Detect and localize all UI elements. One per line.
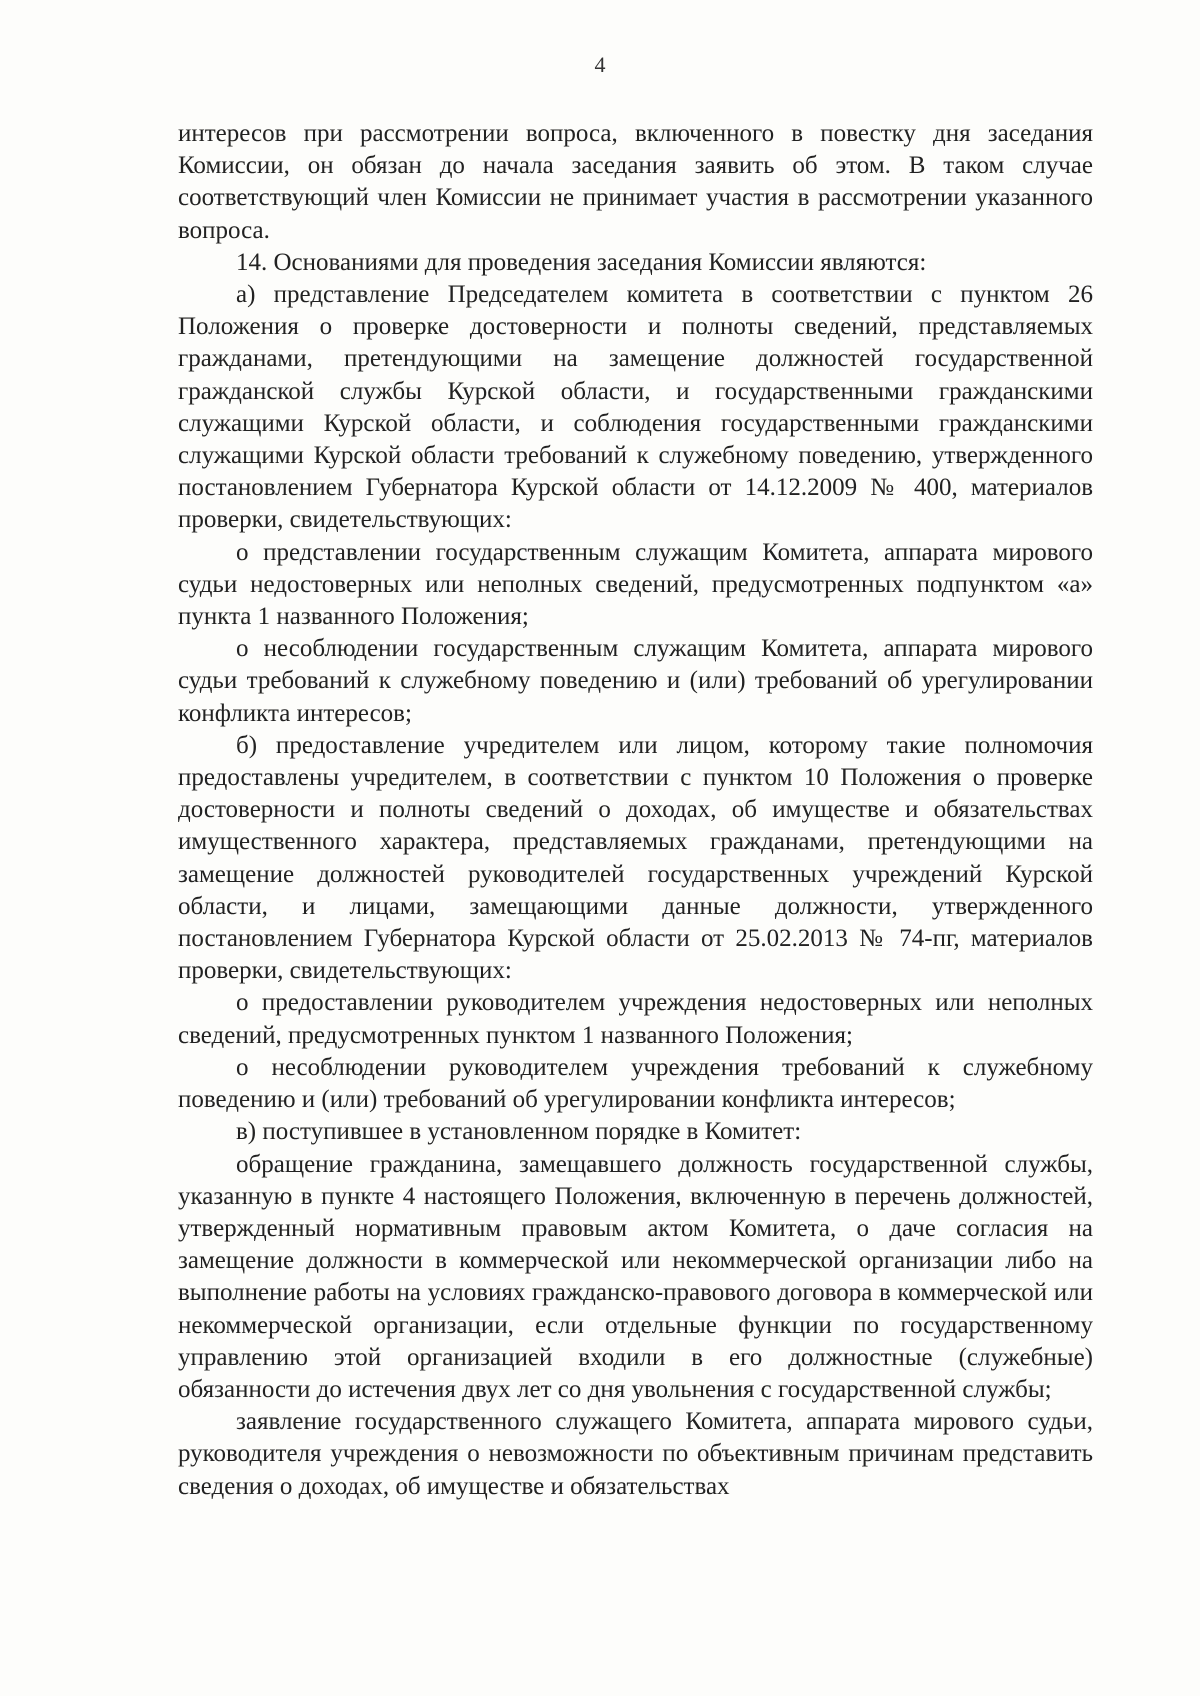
document-body	[178, 118, 1093, 1503]
paragraph: обращение гражданина, замещавшего должность государственной службы, указанную в пункте 4 настоящего Положения, включенную в перечень должностей, утвержденный нормативным правовым актом Комитета, о даче согласия на замещение должности в коммерческой или некоммерческой организации либо на выполнение работы на условиях гражданско-правового договора в коммерческой или некоммерческой организации, если отдельные функции по государственному управлению этой организацией входили в его должностные (служебные) обязанности до истечения двух лет со дня увольнения с государственной службы;	[178, 1150, 1093, 1403]
paragraph: о представлении государственным служащим Комитета, аппарата мирового судьи недостоверных или неполных сведений, предусмотренных подпунктом «а» пункта 1 названного Положения;	[178, 538, 1093, 631]
paragraph: 14. Основаниями для проведения заседания Комиссии являются:	[236, 248, 927, 276]
paragraph: интересов при рассмотрении вопроса, включенного в повестку дня заседания Комиссии, он обязан до начала заседания заявить об этом. В таком случае соответствующий член Комиссии не принимает участия в рассмотрении указанного вопроса.	[178, 120, 1093, 244]
paragraph: а) представление Председателем комитета в соответствии с пунктом 26 Положения о проверке достоверности и полноты сведений, представляемых гражданами, претендующими на замещение должностей государственной гражданской службы Курской области, и государственными гражданскими служащими Курской области, и соблюдения государственными гражданскими служащими Курской области требований к служебному поведению, утвержденного постановлением Губернатора Курской области от 14.12.2009 № 400, материалов проверки, свидетельствующих:	[178, 281, 1093, 534]
paragraph: в) поступившее в установленном порядке в Комитет:	[236, 1118, 802, 1146]
paragraph: о несоблюдении государственным служащим Комитета, аппарата мирового судьи требований к служебному поведению и (или) требований об урегулировании конфликта интересов;	[178, 635, 1093, 727]
paragraph: заявление государственного служащего Комитета, аппарата мирового судьи, руководителя учреждения о невозможности по объективным причинам представить сведения о доходах, об имуществе и обязательствах	[178, 1408, 1093, 1500]
paragraph: о несоблюдении руководителем учреждения требований к служебному поведению и (или) требований об урегулировании конфликта интересов;	[178, 1053, 1093, 1114]
paragraph: б) предоставление учредителем или лицом, которому такие полномочия предоставлены учредителем, в соответствии с пунктом 10 Положения о проверке достоверности и полноты сведений о доходах, об имуществе и обязательствах имущественного характера, представляемых гражданами, претендующими на замещение должностей руководителей государственных учреждений Курской области, и лицами, замещающими данные должности, утвержденного постановлением Губернатора Курской области от 25.02.2013 № 74-пг, материалов проверки, свидетельствующих:	[178, 731, 1093, 985]
page-number: 4	[594, 52, 606, 77]
paragraph: о предоставлении руководителем учреждения недостоверных или неполных сведений, предусмотренных пунктом 1 названного Положения;	[178, 989, 1093, 1049]
